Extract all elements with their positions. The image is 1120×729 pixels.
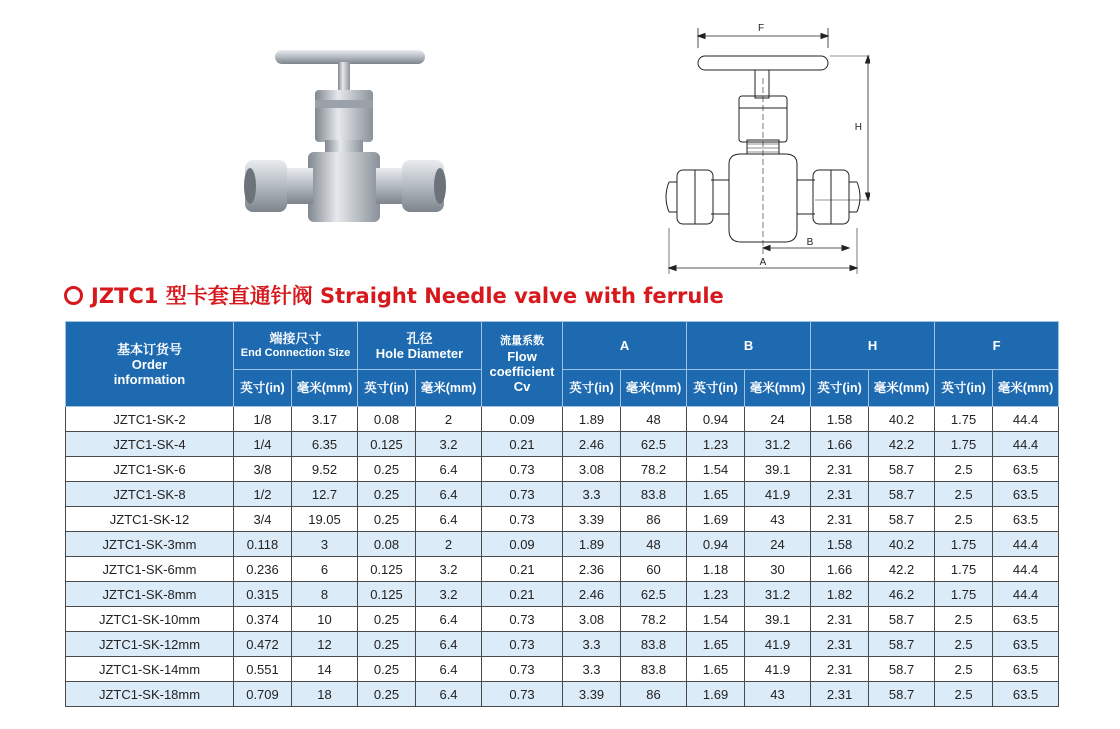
value-cell: 2.36 [563, 557, 621, 582]
value-cell: 30 [745, 557, 811, 582]
table-row [66, 457, 1059, 482]
value-cell: 3.3 [563, 632, 621, 657]
header-flow-en: Cv [513, 379, 531, 394]
value-cell: 58.7 [869, 632, 935, 657]
value-cell: 2.31 [811, 632, 869, 657]
value-cell: 63.5 [993, 632, 1059, 657]
order-number-cell: JZTC1-SK-8mm [66, 582, 234, 607]
value-cell: 58.7 [869, 482, 935, 507]
header-order-en: Order [131, 356, 168, 372]
value-cell: 86 [621, 682, 687, 707]
unit-mm: 毫米(mm) [993, 370, 1059, 407]
table-row [66, 507, 1059, 532]
value-cell: 1/4 [234, 432, 292, 457]
value-cell: 3/8 [234, 457, 292, 482]
value-cell: 6.4 [416, 607, 482, 632]
value-cell: 0.94 [687, 532, 745, 557]
value-cell: 10 [292, 607, 358, 632]
header-end-cn: 端接尺寸 [269, 330, 322, 346]
value-cell: 8 [292, 582, 358, 607]
value-cell: 1.69 [687, 507, 745, 532]
value-cell: 39.1 [745, 457, 811, 482]
value-cell: 62.5 [621, 582, 687, 607]
value-cell: 1.23 [687, 582, 745, 607]
spec-table [65, 321, 1059, 707]
table-row [66, 432, 1059, 457]
value-cell: 63.5 [993, 607, 1059, 632]
header-end-connection [234, 322, 358, 370]
value-cell: 58.7 [869, 457, 935, 482]
value-cell: 0.25 [358, 607, 416, 632]
value-cell: 0.73 [482, 657, 563, 682]
value-cell: 1.54 [687, 607, 745, 632]
value-cell: 2.31 [811, 482, 869, 507]
order-number-cell: JZTC1-SK-12 [66, 507, 234, 532]
unit-inch: 英寸(in) [935, 370, 993, 407]
table-row [66, 482, 1059, 507]
value-cell: 63.5 [993, 682, 1059, 707]
table-row [66, 532, 1059, 557]
unit-inch: 英寸(in) [234, 370, 292, 407]
unit-inch: 英寸(in) [358, 370, 416, 407]
value-cell: 3.08 [563, 607, 621, 632]
unit-mm: 毫米(mm) [745, 370, 811, 407]
order-number-cell: JZTC1-SK-2 [66, 407, 234, 432]
value-cell: 48 [621, 532, 687, 557]
value-cell: 0.21 [482, 582, 563, 607]
value-cell: 1/8 [234, 407, 292, 432]
valve-photo [240, 40, 460, 245]
order-number-cell: JZTC1-SK-12mm [66, 632, 234, 657]
value-cell: 3.39 [563, 682, 621, 707]
value-cell: 31.2 [745, 582, 811, 607]
unit-mm: 毫米(mm) [869, 370, 935, 407]
value-cell: 0.709 [234, 682, 292, 707]
header-row [66, 322, 1059, 370]
header-flow-en: coefficient [489, 364, 555, 379]
value-cell: 0.73 [482, 682, 563, 707]
header-hole-diameter [358, 322, 482, 370]
value-cell: 2.5 [935, 657, 993, 682]
value-cell: 1.66 [811, 432, 869, 457]
dim-label-b: B [806, 237, 814, 248]
value-cell: 6.4 [416, 657, 482, 682]
value-cell: 2.5 [935, 632, 993, 657]
value-cell: 83.8 [621, 482, 687, 507]
header-hole-en: Hole Diameter [375, 345, 464, 361]
value-cell: 60 [621, 557, 687, 582]
value-cell: 0.125 [358, 557, 416, 582]
circle-bullet-icon [64, 286, 83, 305]
value-cell: 18 [292, 682, 358, 707]
value-cell: 2 [416, 532, 482, 557]
header-h: H [811, 322, 935, 370]
value-cell: 0.374 [234, 607, 292, 632]
value-cell: 63.5 [993, 507, 1059, 532]
value-cell: 2.31 [811, 457, 869, 482]
value-cell: 6.35 [292, 432, 358, 457]
value-cell: 1.75 [935, 532, 993, 557]
dim-label-h: H [854, 122, 862, 133]
header-end-en: End Connection Size [240, 346, 351, 359]
value-cell: 2.5 [935, 682, 993, 707]
value-cell: 78.2 [621, 457, 687, 482]
table-row [66, 657, 1059, 682]
unit-mm: 毫米(mm) [621, 370, 687, 407]
value-cell: 6.4 [416, 632, 482, 657]
value-cell: 0.08 [358, 407, 416, 432]
value-cell: 78.2 [621, 607, 687, 632]
value-cell: 2.31 [811, 507, 869, 532]
value-cell: 40.2 [869, 532, 935, 557]
value-cell: 0.73 [482, 507, 563, 532]
value-cell: 6.4 [416, 482, 482, 507]
value-cell: 0.21 [482, 432, 563, 457]
value-cell: 0.25 [358, 457, 416, 482]
value-cell: 1.89 [563, 407, 621, 432]
value-cell: 0.551 [234, 657, 292, 682]
header-order [66, 322, 234, 407]
value-cell: 3.2 [416, 557, 482, 582]
value-cell: 0.25 [358, 657, 416, 682]
value-cell: 1.18 [687, 557, 745, 582]
value-cell: 83.8 [621, 632, 687, 657]
value-cell: 1.54 [687, 457, 745, 482]
value-cell: 63.5 [993, 657, 1059, 682]
value-cell: 62.5 [621, 432, 687, 457]
spec-table-body [66, 407, 1059, 707]
value-cell: 86 [621, 507, 687, 532]
value-cell: 44.4 [993, 432, 1059, 457]
value-cell: 2.5 [935, 482, 993, 507]
value-cell: 63.5 [993, 482, 1059, 507]
value-cell: 48 [621, 407, 687, 432]
value-cell: 0.236 [234, 557, 292, 582]
value-cell: 3.08 [563, 457, 621, 482]
value-cell: 44.4 [993, 532, 1059, 557]
value-cell: 0.118 [234, 532, 292, 557]
value-cell: 3 [292, 532, 358, 557]
value-cell: 0.25 [358, 507, 416, 532]
header-order-cn: 基本订货号 [116, 341, 182, 357]
value-cell: 0.73 [482, 457, 563, 482]
value-cell: 44.4 [993, 557, 1059, 582]
value-cell: 19.05 [292, 507, 358, 532]
value-cell: 31.2 [745, 432, 811, 457]
value-cell: 0.08 [358, 532, 416, 557]
value-cell: 0.315 [234, 582, 292, 607]
value-cell: 0.472 [234, 632, 292, 657]
table-row [66, 607, 1059, 632]
header-hole-cn: 孔径 [406, 330, 433, 346]
value-cell: 2.5 [935, 607, 993, 632]
value-cell: 43 [745, 682, 811, 707]
value-cell: 1.58 [811, 407, 869, 432]
value-cell: 2.31 [811, 682, 869, 707]
value-cell: 44.4 [993, 407, 1059, 432]
product-title-text: JZTC1 型卡套直通针阀 Straight Needle valve with ferrule [91, 284, 724, 308]
value-cell: 1/2 [234, 482, 292, 507]
dimension-drawing [655, 18, 870, 276]
value-cell: 1.65 [687, 632, 745, 657]
order-number-cell: JZTC1-SK-6mm [66, 557, 234, 582]
value-cell: 2.46 [563, 582, 621, 607]
value-cell: 6.4 [416, 507, 482, 532]
value-cell: 46.2 [869, 582, 935, 607]
value-cell: 2.31 [811, 607, 869, 632]
value-cell: 42.2 [869, 432, 935, 457]
table-row [66, 407, 1059, 432]
order-number-cell: JZTC1-SK-3mm [66, 532, 234, 557]
value-cell: 12 [292, 632, 358, 657]
value-cell: 6 [292, 557, 358, 582]
value-cell: 3.17 [292, 407, 358, 432]
value-cell: 1.75 [935, 432, 993, 457]
value-cell: 3.3 [563, 482, 621, 507]
value-cell: 0.125 [358, 582, 416, 607]
value-cell: 43 [745, 507, 811, 532]
value-cell: 63.5 [993, 457, 1059, 482]
value-cell: 0.73 [482, 482, 563, 507]
value-cell: 39.1 [745, 607, 811, 632]
value-cell: 2.46 [563, 432, 621, 457]
value-cell: 6.4 [416, 457, 482, 482]
value-cell: 0.09 [482, 407, 563, 432]
unit-inch: 英寸(in) [687, 370, 745, 407]
header-flow-coefficient [482, 322, 563, 407]
value-cell: 58.7 [869, 607, 935, 632]
value-cell: 42.2 [869, 557, 935, 582]
value-cell: 3.3 [563, 657, 621, 682]
value-cell: 0.125 [358, 432, 416, 457]
value-cell: 24 [745, 532, 811, 557]
value-cell: 0.94 [687, 407, 745, 432]
value-cell: 3.2 [416, 432, 482, 457]
value-cell: 0.73 [482, 607, 563, 632]
value-cell: 0.09 [482, 532, 563, 557]
value-cell: 0.25 [358, 482, 416, 507]
unit-mm: 毫米(mm) [292, 370, 358, 407]
header-a: A [563, 322, 687, 370]
value-cell: 1.69 [687, 682, 745, 707]
table-row [66, 632, 1059, 657]
order-number-cell: JZTC1-SK-10mm [66, 607, 234, 632]
order-number-cell: JZTC1-SK-6 [66, 457, 234, 482]
value-cell: 58.7 [869, 657, 935, 682]
header-b: B [687, 322, 811, 370]
value-cell: 2.5 [935, 507, 993, 532]
header-f: F [935, 322, 1059, 370]
value-cell: 41.9 [745, 482, 811, 507]
value-cell: 41.9 [745, 632, 811, 657]
value-cell: 12.7 [292, 482, 358, 507]
header-order-en: information [113, 371, 186, 387]
value-cell: 3.39 [563, 507, 621, 532]
header-flow-cn: 流量系数 [500, 335, 545, 347]
table-row [66, 682, 1059, 707]
value-cell: 83.8 [621, 657, 687, 682]
unit-inch: 英寸(in) [811, 370, 869, 407]
value-cell: 9.52 [292, 457, 358, 482]
value-cell: 3.2 [416, 582, 482, 607]
value-cell: 6.4 [416, 682, 482, 707]
order-number-cell: JZTC1-SK-4 [66, 432, 234, 457]
order-number-cell: JZTC1-SK-18mm [66, 682, 234, 707]
value-cell: 0.25 [358, 632, 416, 657]
value-cell: 24 [745, 407, 811, 432]
table-row [66, 557, 1059, 582]
value-cell: 41.9 [745, 657, 811, 682]
value-cell: 1.89 [563, 532, 621, 557]
value-cell: 1.23 [687, 432, 745, 457]
value-cell: 1.75 [935, 582, 993, 607]
value-cell: 14 [292, 657, 358, 682]
value-cell: 1.58 [811, 532, 869, 557]
value-cell: 1.82 [811, 582, 869, 607]
value-cell: 0.73 [482, 632, 563, 657]
value-cell: 44.4 [993, 582, 1059, 607]
value-cell: 1.66 [811, 557, 869, 582]
value-cell: 1.75 [935, 407, 993, 432]
value-cell: 3/4 [234, 507, 292, 532]
value-cell: 0.21 [482, 557, 563, 582]
value-cell: 2 [416, 407, 482, 432]
unit-mm: 毫米(mm) [416, 370, 482, 407]
value-cell: 1.65 [687, 482, 745, 507]
dim-label-a: A [759, 257, 767, 268]
value-cell: 58.7 [869, 507, 935, 532]
order-number-cell: JZTC1-SK-8 [66, 482, 234, 507]
dim-label-f: F [757, 23, 765, 34]
value-cell: 1.75 [935, 557, 993, 582]
value-cell: 2.31 [811, 657, 869, 682]
order-number-cell: JZTC1-SK-14mm [66, 657, 234, 682]
value-cell: 1.65 [687, 657, 745, 682]
value-cell: 58.7 [869, 682, 935, 707]
value-cell: 2.5 [935, 457, 993, 482]
handle-outline [698, 56, 828, 70]
value-cell: 40.2 [869, 407, 935, 432]
header-flow-en: Flow [507, 349, 537, 364]
value-cell: 0.25 [358, 682, 416, 707]
table-row [66, 582, 1059, 607]
unit-inch: 英寸(in) [563, 370, 621, 407]
product-title [64, 280, 724, 310]
